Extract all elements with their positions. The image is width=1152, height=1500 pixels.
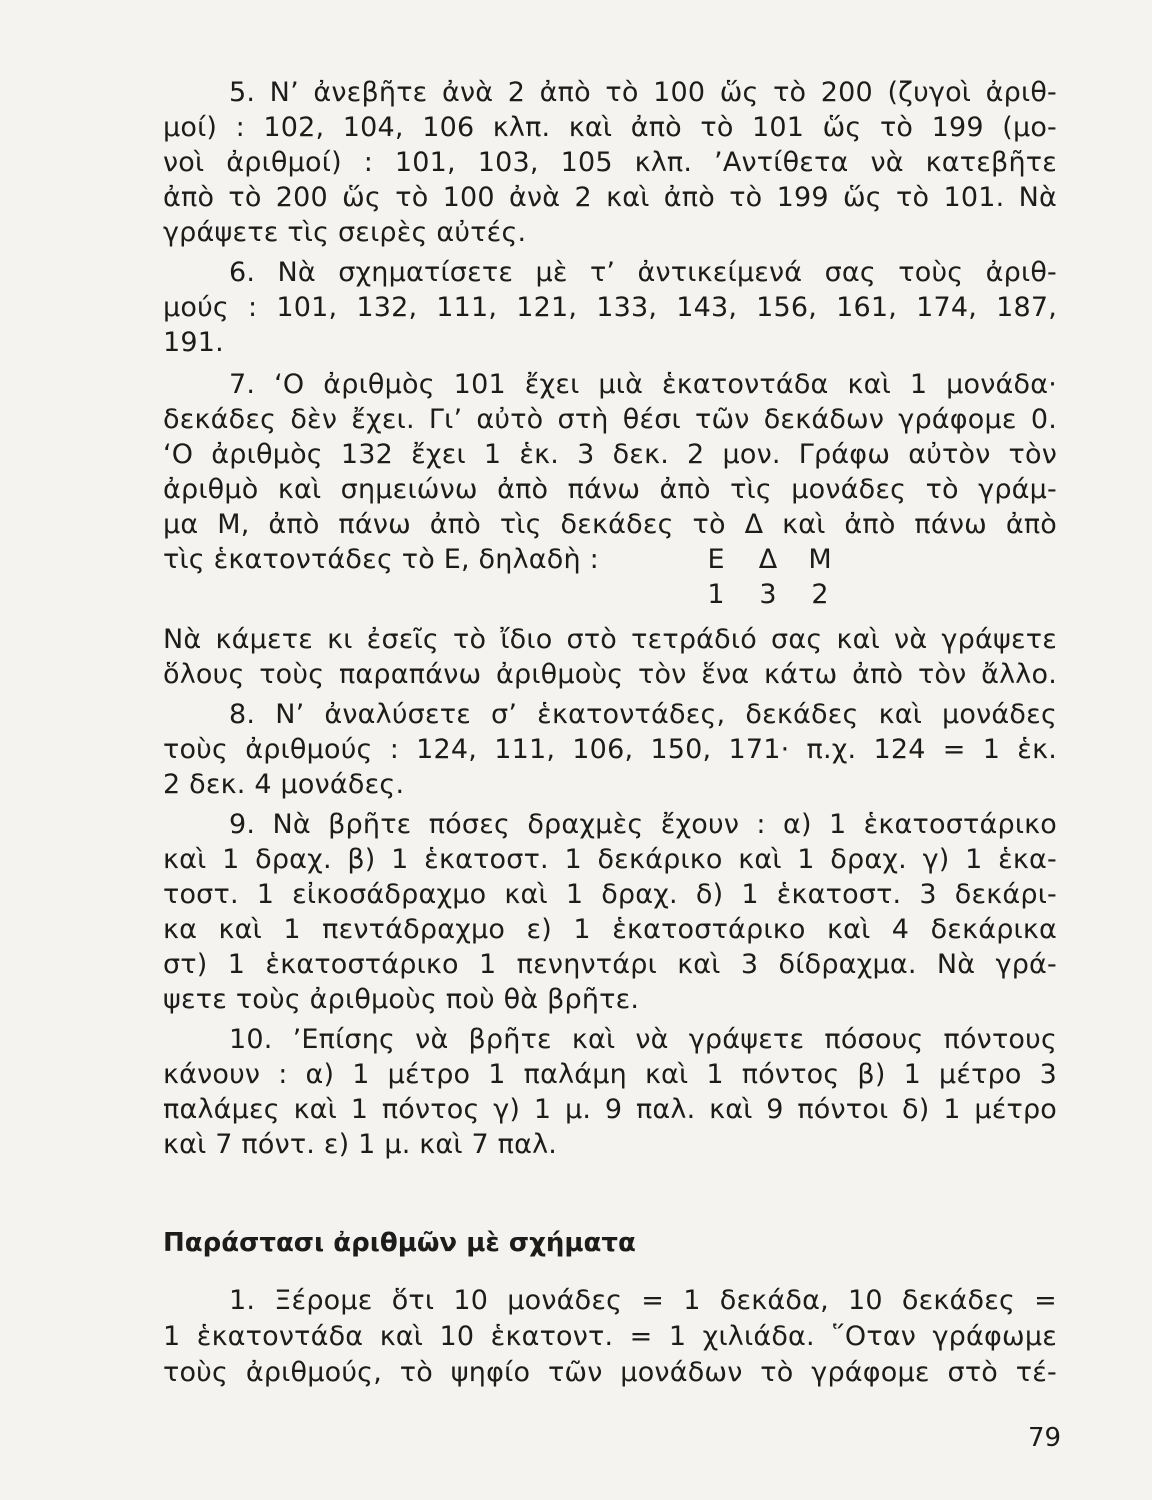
text-line: τοὺς ἀριθμούς, τὸ ψηφίο τῶν μονάδων τὸ γράφομε στὸ τέ- xyxy=(163,1357,1057,1388)
text-line: κα καὶ 1 πεντάδραχμο ε) 1 ἑκατοστάρικο καὶ 4 δεκάρικα xyxy=(163,914,1057,945)
digit-hundreds: 1 xyxy=(707,579,725,610)
text-line: τοστ. 1 εἰκοσάδραχμο καὶ 1 δραχ. δ) 1 ἑκατοστ. 3 δεκάρι- xyxy=(163,879,1057,910)
text-line: 5. Ν’ ἀνεβῆτε ἀνὰ 2 ἀπὸ τὸ 100 ὥς τὸ 200 (ζυγοὶ ἀριθ- xyxy=(229,77,1057,108)
text-line: τὶς ἑκατοντάδες τὸ Ε, δηλαδὴ : xyxy=(163,544,599,575)
text-line: 191. xyxy=(163,327,224,358)
text-line: καὶ 7 πόντ. ε) 1 μ. καὶ 7 παλ. xyxy=(163,1129,558,1160)
text-line: ψετε τοὺς ἀριθμοὺς ποὺ θὰ βρῆτε. xyxy=(163,984,640,1015)
digit-units: 2 xyxy=(811,579,829,610)
text-line: ἀπὸ τὸ 200 ὥς τὸ 100 ἀνὰ 2 καὶ ἀπὸ τὸ 199 ὥς τὸ 101. Νὰ xyxy=(163,182,1057,213)
text-line: Νὰ κάμετε κι ἐσεῖς τὸ ἴδιο στὸ τετράδιό σας καὶ νὰ γράψετε xyxy=(163,624,1057,655)
text-line: παλάμες καὶ 1 πόντος γ) 1 μ. 9 παλ. καὶ 9 πόντοι δ) 1 μέτρο xyxy=(163,1094,1057,1125)
text-line: ‘Ο ἀριθμὸς 132 ἔχει 1 ἑκ. 3 δεκ. 2 μον. Γράφω αὐτὸν τὸν xyxy=(163,439,1057,470)
text-line: κάνουν : α) 1 μέτρο 1 παλάμη καὶ 1 πόντος β) 1 μέτρο 3 xyxy=(163,1059,1057,1090)
text-line: γράψετε τὶς σειρὲς αὐτές. xyxy=(163,217,527,248)
text-line: μούς : 101, 132, 111, 121, 133, 143, 156, 161, 174, 187, xyxy=(163,292,1057,323)
section-heading: Παράστασι ἀριθμῶν μὲ σχήματα xyxy=(163,1228,636,1258)
text-line: μα Μ, ἀπὸ πάνω ἀπὸ τὶς δεκάδες τὸ Δ καὶ ἀπὸ πάνω ἀπὸ xyxy=(163,509,1057,540)
label-units: Μ xyxy=(808,544,832,575)
label-tens: Δ xyxy=(758,544,778,575)
text-line: 8. Ν’ ἀναλύσετε σ’ ἑκατοντάδες, δεκάδες καὶ μονάδες xyxy=(229,699,1057,730)
place-value-labels xyxy=(690,543,846,577)
text-line: 2 δεκ. 4 μονάδες. xyxy=(163,769,405,800)
text-line: 6. Νὰ σχηματίσετε μὲ τ’ ἀντικείμενά σας τοὺς ἀριθ- xyxy=(229,257,1057,288)
text-line: ὅλους τοὺς παραπάνω ἀριθμοὺς τὸν ἕνα κάτω ἀπὸ τὸν ἄλλο. xyxy=(163,659,1057,690)
text-line: τοὺς ἀριθμούς : 124, 111, 106, 150, 171· π.χ. 124 = 1 ἑκ. xyxy=(163,734,1057,765)
text-line: 10. ’Επίσης νὰ βρῆτε καὶ νὰ γράψετε πόσους πόντους xyxy=(229,1024,1057,1055)
text-line: 9. Νὰ βρῆτε πόσες δραχμὲς ἔχουν : α) 1 ἑκατοστάρικο xyxy=(229,809,1057,840)
label-hundreds: Ε xyxy=(707,544,725,575)
place-value-digits xyxy=(690,578,846,612)
text-line: καὶ 1 δραχ. β) 1 ἑκατοστ. 1 δεκάρικο καὶ 1 δραχ. γ) 1 ἑκα- xyxy=(163,844,1057,875)
text-line: 1 ἑκατοντάδα καὶ 10 ἑκατοντ. = 1 χιλιάδα. ῞Οταν γράφωμε xyxy=(163,1321,1057,1352)
text-line: μοί) : 102, 104, 106 κλπ. καὶ ἀπὸ τὸ 101 ὥς τὸ 199 (μο- xyxy=(163,112,1057,143)
text-line: 1. Ξέρομε ὅτι 10 μονάδες = 1 δεκάδα, 10 δεκάδες = xyxy=(229,1285,1057,1316)
text-line: στ) 1 ἑκατοστάρικο 1 πενηντάρι καὶ 3 δίδραχμα. Νὰ γρά- xyxy=(163,949,1057,980)
digit-tens: 3 xyxy=(759,579,777,610)
text-line: ἀριθμὸ καὶ σημειώνω ἀπὸ πάνω ἀπὸ τὶς μονάδες τὸ γράμ- xyxy=(163,474,1057,505)
text-line: δεκάδες δὲν ἔχει. Γι’ αὐτὸ στὴ θέσι τῶν δεκάδων γράφομε 0. xyxy=(163,404,1057,435)
text-line: νοὶ ἀριθμοί) : 101, 103, 105 κλπ. ’Αντίθετα νὰ κατεβῆτε xyxy=(163,147,1057,178)
text-line: 7. ‘Ο ἀριθμὸς 101 ἔχει μιὰ ἑκατοντάδα καὶ 1 μονάδα· xyxy=(229,369,1057,400)
page-number: 79 xyxy=(1028,1423,1062,1453)
